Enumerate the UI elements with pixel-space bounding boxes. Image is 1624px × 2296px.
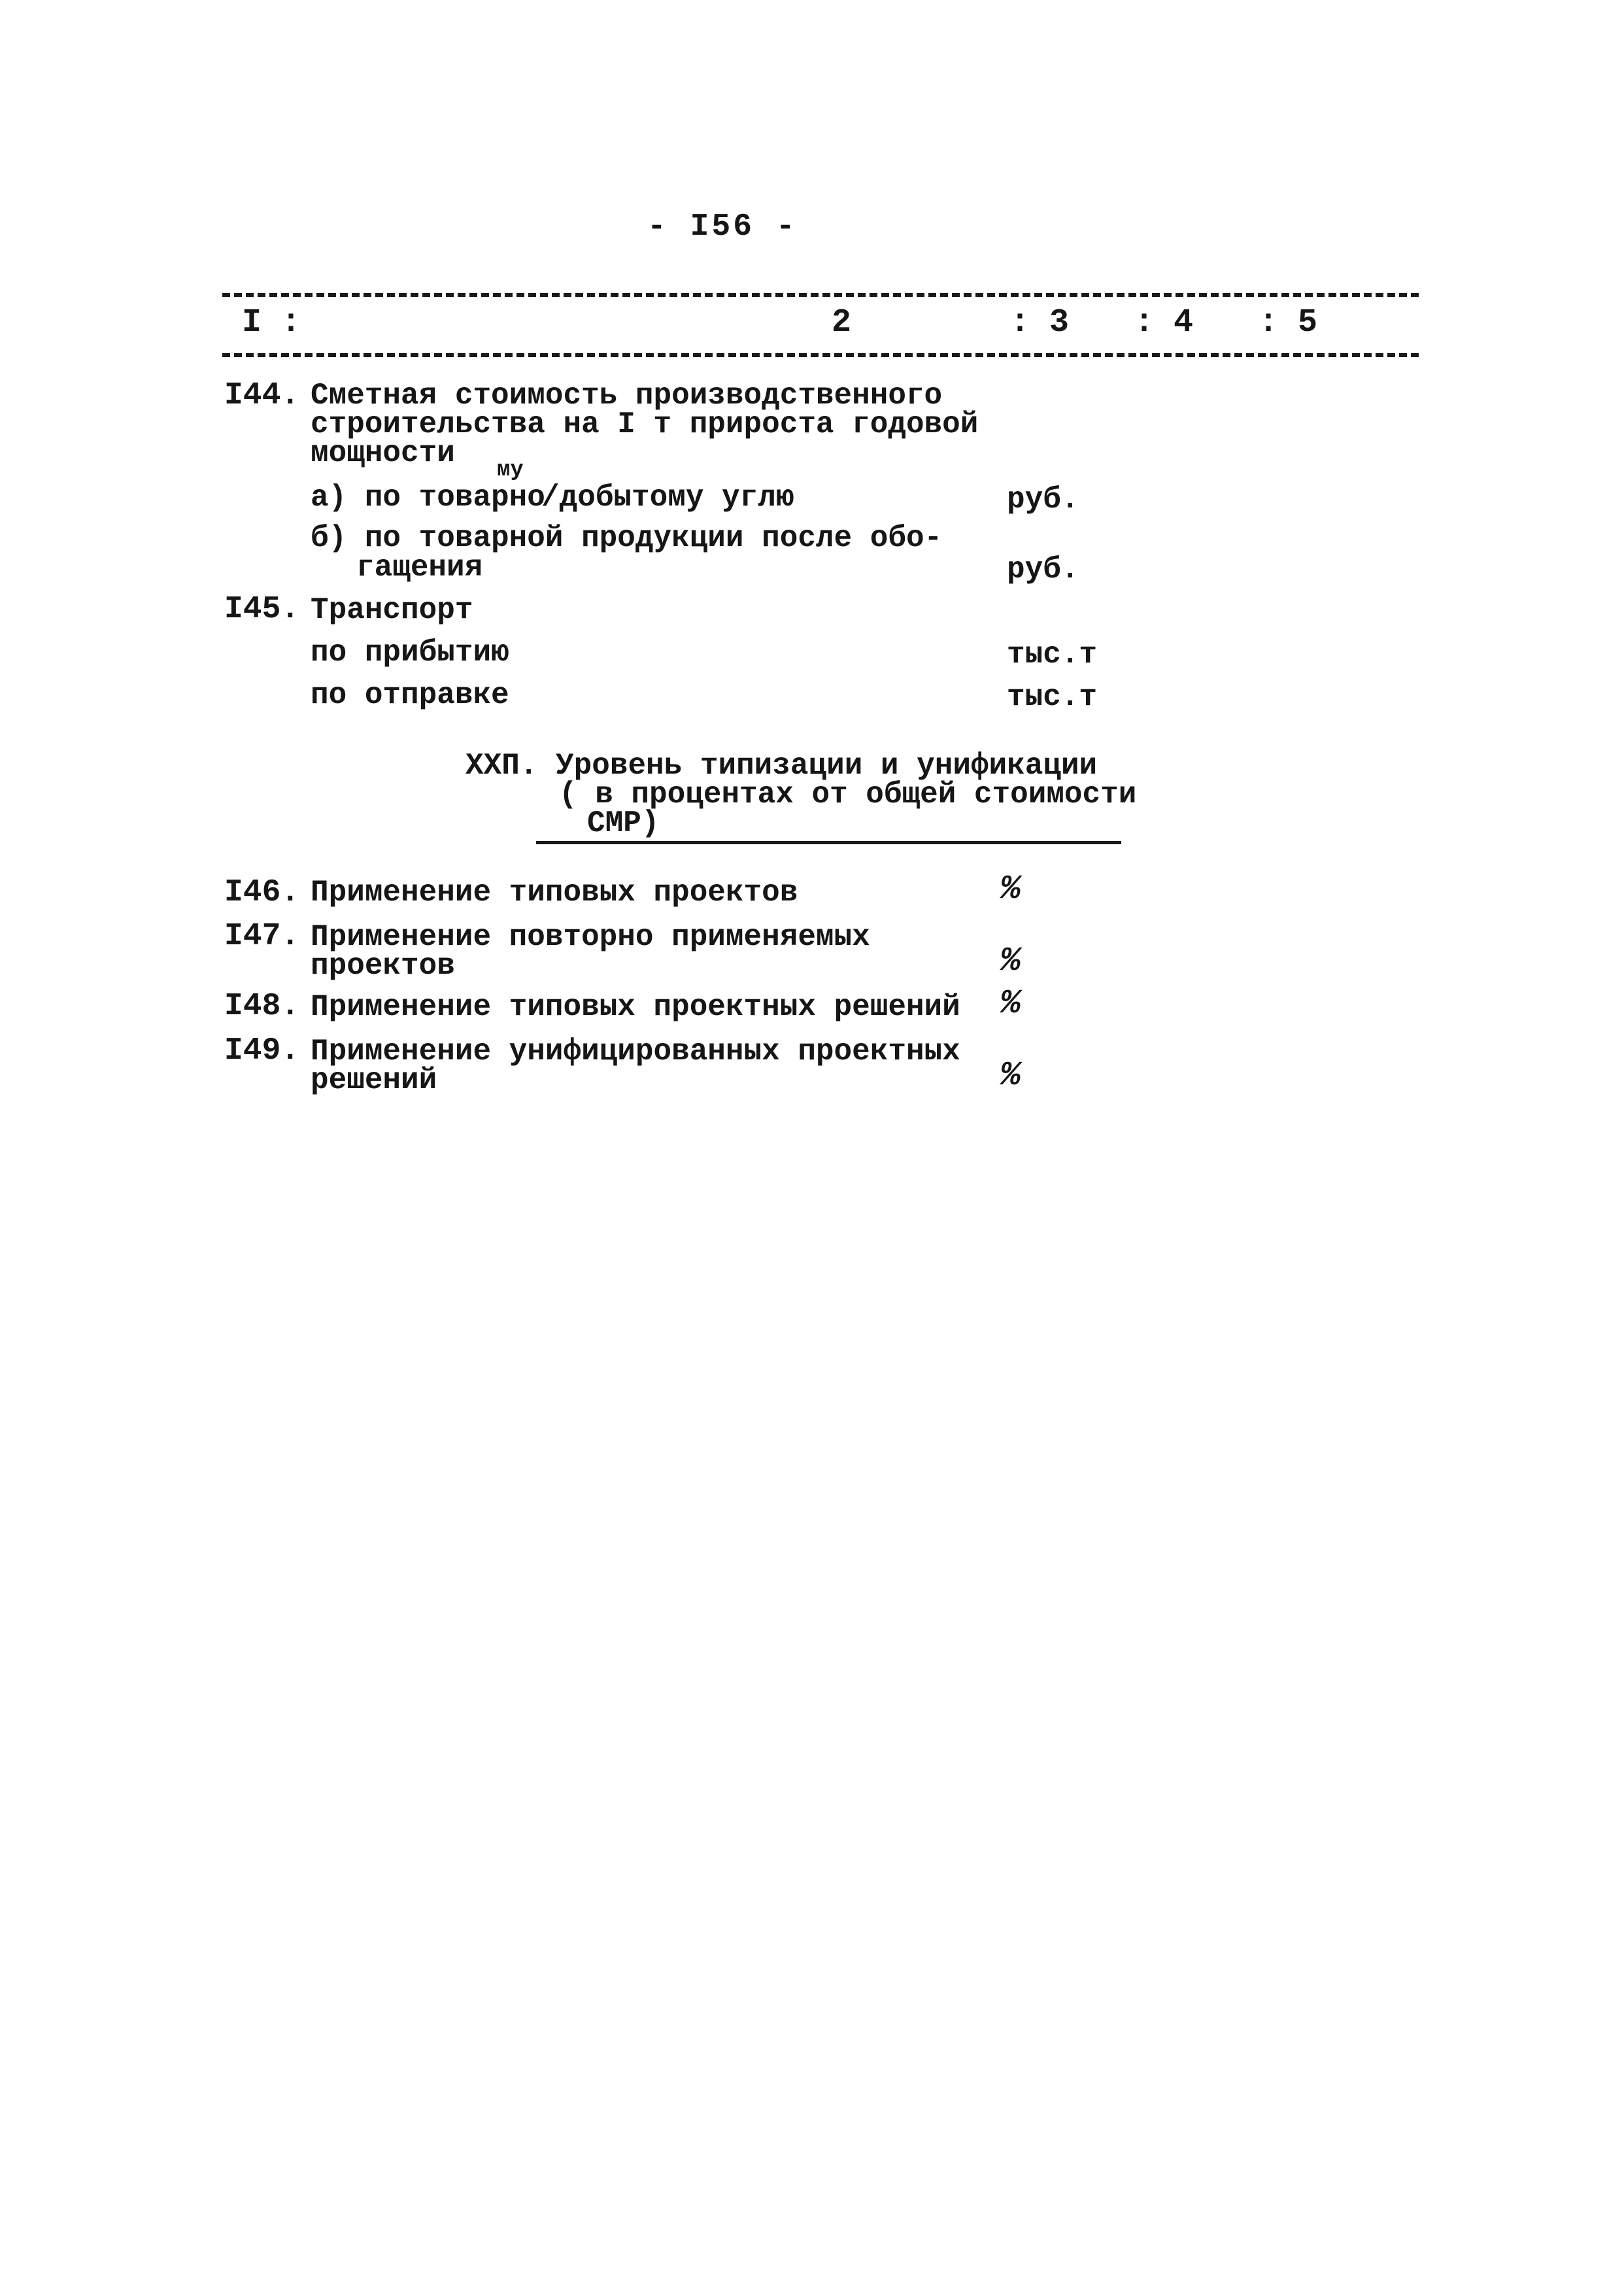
item-text-line: проектов bbox=[311, 949, 455, 983]
item-text-line: Применение типовых проектных решений bbox=[311, 990, 960, 1024]
item-number: I48. bbox=[224, 989, 300, 1024]
page-number: - I56 - bbox=[647, 209, 798, 245]
percent-unit: % bbox=[1000, 942, 1021, 980]
item-number: I45. bbox=[224, 592, 300, 627]
item-number: I47. bbox=[224, 919, 300, 954]
item-text-line: Применение унифицированных проектных bbox=[311, 1035, 960, 1069]
item-text-line: решений bbox=[311, 1063, 437, 1097]
sub-item-text-continued: /добытому углю bbox=[541, 481, 794, 515]
percent-unit: % bbox=[1000, 984, 1021, 1023]
unit-label: тыс.т bbox=[1007, 680, 1098, 714]
section-underline bbox=[536, 841, 1121, 844]
item-text-line: мощности bbox=[311, 436, 455, 470]
item-text-line: Сметная стоимость производственного bbox=[311, 379, 943, 413]
item-text-line: строительства на I т прироста годовой bbox=[311, 407, 979, 441]
item-text-line: Применение типовых проектов bbox=[311, 876, 798, 910]
percent-unit: % bbox=[1000, 870, 1021, 908]
unit-label: руб. bbox=[1007, 553, 1079, 587]
section-heading-line: ( в процентах от общей стоимости bbox=[559, 778, 1137, 812]
table-header-top-rule bbox=[222, 293, 1419, 297]
unit-label: руб. bbox=[1007, 483, 1079, 517]
item-text-line: Транспорт bbox=[311, 593, 473, 627]
column-header-2: 2 bbox=[832, 304, 852, 341]
item-number: I46. bbox=[224, 875, 300, 910]
table-header-bottom-rule bbox=[222, 353, 1419, 357]
sub-item-text: а) по товарно bbox=[311, 481, 545, 515]
section-heading-line: XXП. Уровень типизации и унификации bbox=[465, 749, 1098, 783]
column-header-4: : 4 bbox=[1134, 304, 1194, 341]
column-header-1: I : bbox=[242, 304, 301, 341]
sub-item-text: по отправке bbox=[311, 678, 509, 712]
item-text-line: Применение повторно применяемых bbox=[311, 920, 870, 954]
sub-item-text: по прибытию bbox=[311, 636, 509, 670]
superscript-correction: му bbox=[497, 458, 524, 483]
column-header-5: : 5 bbox=[1259, 304, 1318, 341]
column-header-3: : 3 bbox=[1010, 304, 1070, 341]
sub-item-text: б) по товарной продукции после обо- bbox=[311, 521, 943, 555]
unit-label: тыс.т bbox=[1007, 638, 1098, 672]
percent-unit: % bbox=[1000, 1056, 1021, 1095]
section-heading-line: СМР) bbox=[587, 806, 660, 840]
sub-item-text: гащения bbox=[356, 551, 483, 585]
item-number: I44. bbox=[224, 378, 300, 413]
item-number: I49. bbox=[224, 1033, 300, 1069]
